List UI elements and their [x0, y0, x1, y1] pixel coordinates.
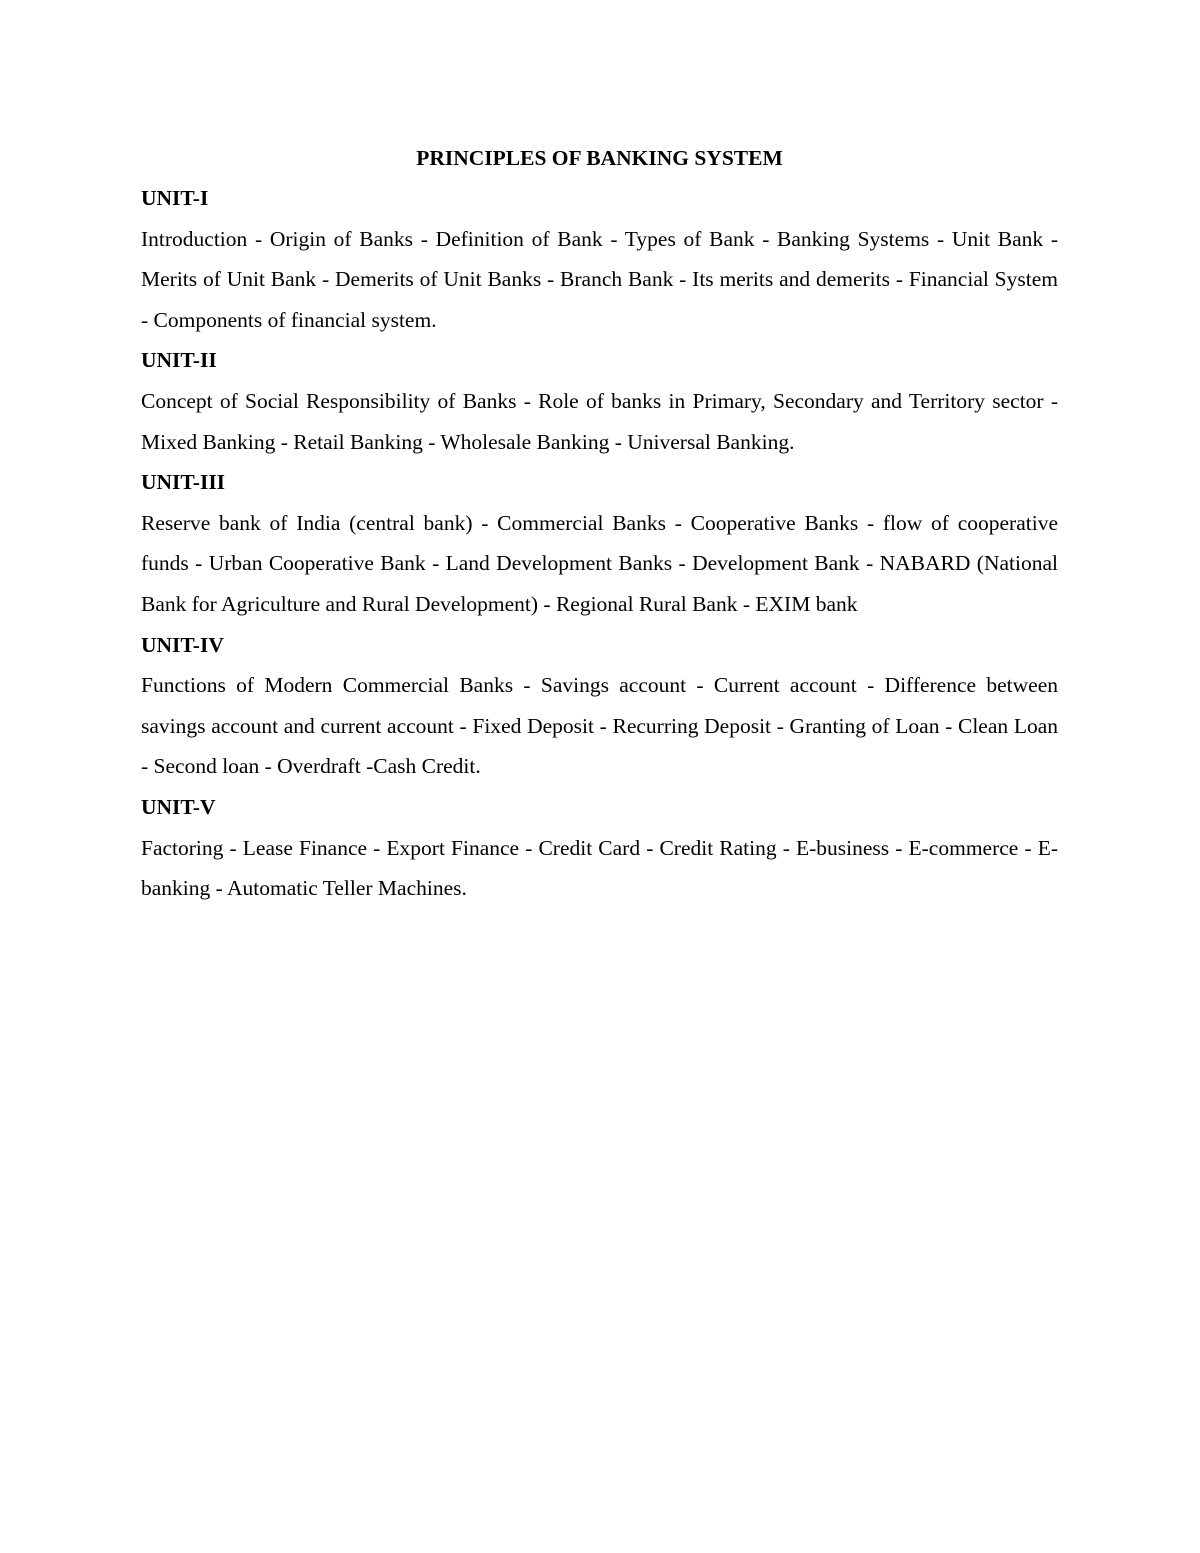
unit-heading: UNIT-III [141, 470, 226, 495]
unit-body: Factoring - Lease Finance - Export Finance - Credit Card - Credit Rating - E-business - E-commerce - E-banking - Automatic Teller Machines. [141, 835, 1058, 901]
document-title: PRINCIPLES OF BANKING SYSTEM [416, 146, 783, 170]
document-page [141, 138, 1058, 909]
unit-section-3 [141, 462, 1058, 624]
unit-heading: UNIT-IV [141, 632, 224, 657]
unit-section-4 [141, 625, 1058, 787]
unit-heading: UNIT-V [141, 794, 216, 819]
unit-section-5 [141, 787, 1058, 909]
unit-section-1 [141, 178, 1058, 340]
unit-section-2 [141, 340, 1058, 462]
unit-body: Introduction - Origin of Banks - Definition of Bank - Types of Bank - Banking Systems - Unit Bank - Merits of Unit Bank - Demerits of Unit Banks - Branch Bank - Its merits and demerits - Financial System - Components of financial system. [141, 226, 1058, 332]
unit-heading: UNIT-I [141, 186, 209, 210]
unit-body: Reserve bank of India (central bank) - Commercial Banks - Cooperative Banks - flow of cooperative funds - Urban Cooperative Bank - Land Development Banks - Development Bank - NABARD (National Bank for Agriculture and Rural Development) - Regional Rural Bank - EXIM bank [141, 510, 1058, 616]
unit-body: Functions of Modern Commercial Banks - Savings account - Current account - Difference between savings account and current account - Fixed Deposit - Recurring Deposit - Granting of Loan - Clean Loan - Second loan - Overdraft -Cash Credit. [141, 673, 1058, 779]
unit-heading: UNIT-II [141, 348, 217, 373]
unit-body: Concept of Social Responsibility of Banks - Role of banks in Primary, Secondary and Territory sector - Mixed Banking - Retail Banking - Wholesale Banking - Universal Banking. [141, 388, 1058, 454]
